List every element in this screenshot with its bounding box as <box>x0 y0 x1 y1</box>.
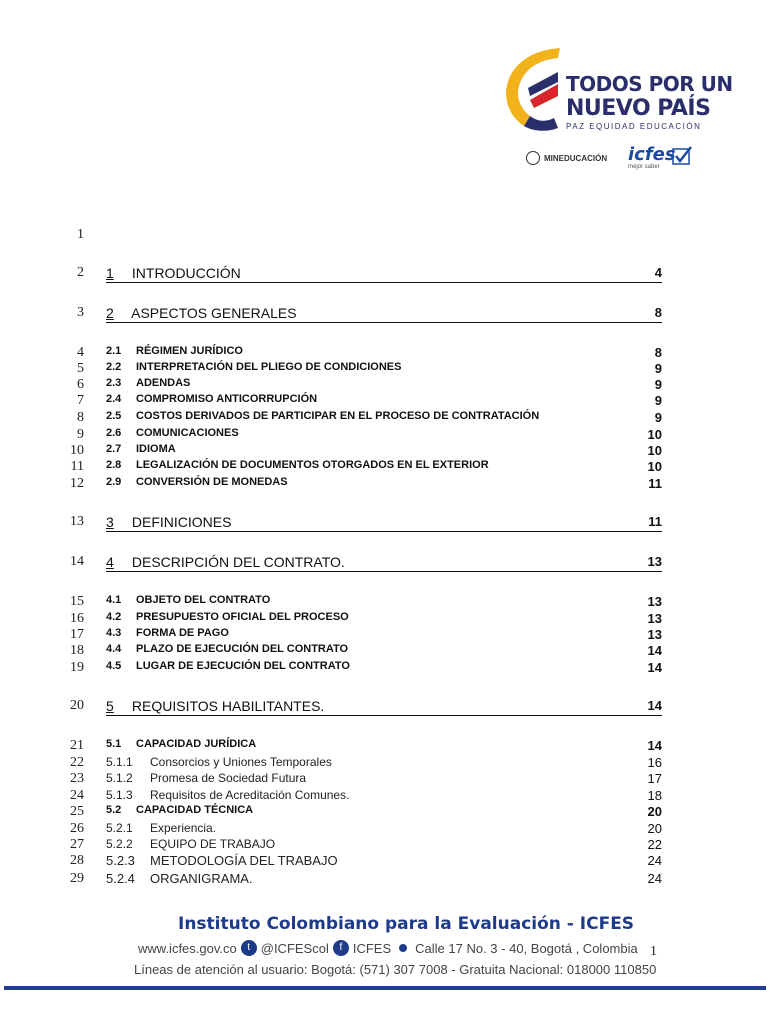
logo-line1: TODOS POR UN <box>566 72 733 96</box>
line-number: 13 <box>70 514 84 529</box>
entry-number: 4.1 <box>106 594 122 606</box>
icfes-logo: icfes <box>628 144 676 165</box>
toc-entry[interactable] <box>0 514 770 534</box>
entry-page: 20 <box>647 804 662 819</box>
entry-page: 10 <box>647 459 662 474</box>
entry-number: 4.5 <box>106 660 122 672</box>
line-number: 22 <box>70 755 84 770</box>
entry-title: Consorcios y Uniones Temporales <box>150 755 332 769</box>
line-number: 3 <box>77 305 84 320</box>
line-number: 26 <box>70 821 84 836</box>
line-number: 11 <box>70 459 84 474</box>
entry-page: 22 <box>647 837 662 852</box>
entry-title: INTRODUCCIÓN <box>131 265 241 281</box>
phone-lines: Líneas de atención al usuario: Bogotá: (571) 307 7008 - Gratuita Nacional: 018000 110850 <box>134 962 657 977</box>
entry-title: COMPROMISO ANTICORRUPCIÓN <box>136 393 318 405</box>
entry-number: 4 <box>106 554 114 570</box>
entry-title: PRESUPUESTO OFICIAL DEL PROCESO <box>136 611 349 623</box>
entry-page: 4 <box>654 265 662 280</box>
toc-entry[interactable] <box>0 305 770 325</box>
address: Calle 17 No. 3 - 40, Bogotá , Colombia <box>415 940 638 956</box>
mineducacion-badge <box>526 148 607 168</box>
facebook-icon: f <box>333 940 349 956</box>
entry-title: ORGANIGRAMA. <box>150 871 253 886</box>
entry-page: 13 <box>647 594 662 609</box>
entry-number: 5.2 <box>106 804 122 816</box>
entry-number: 1 <box>106 265 114 281</box>
entry-page: 13 <box>647 554 662 569</box>
toc-entry[interactable] <box>0 265 770 285</box>
entry-number: 3 <box>106 514 114 530</box>
entry-title: Promesa de Sociedad Futura <box>150 771 307 785</box>
toc-entry[interactable] <box>0 554 770 574</box>
entry-title: FORMA DE PAGO <box>136 627 229 639</box>
line-number: 16 <box>70 611 84 626</box>
todos-por-un-nuevo-pais-emblem-icon <box>500 44 562 134</box>
entry-number: 4.4 <box>106 643 122 655</box>
entry-page: 14 <box>647 738 662 753</box>
entry-number: 5.2.3 <box>106 853 135 868</box>
entry-number: 5.1.2 <box>106 771 133 785</box>
institute-name: Instituto Colombiano para la Evaluación - ICFES <box>178 914 635 934</box>
line-number: 23 <box>70 771 84 786</box>
entry-number: 2.4 <box>106 393 122 405</box>
line-number: 27 <box>70 837 84 852</box>
page-number: 1 <box>650 944 657 959</box>
logo-line2: NUEVO PAÍS <box>566 96 711 121</box>
entry-title: IDIOMA <box>136 443 176 455</box>
entry-title: CAPACIDAD JURÍDICA <box>136 738 257 750</box>
entry-number: 5.1.1 <box>106 755 133 769</box>
entry-page: 10 <box>647 427 662 442</box>
entry-number: 5.2.2 <box>106 837 133 851</box>
twitter-handle[interactable]: @ICFEScol <box>260 940 329 956</box>
entry-page: 24 <box>647 871 662 886</box>
entry-number: 4.3 <box>106 627 122 639</box>
entry-number: 2.8 <box>106 459 122 471</box>
entry-page: 16 <box>647 755 662 770</box>
entry-page: 9 <box>654 410 662 425</box>
entry-page: 17 <box>647 771 662 786</box>
toc-entry[interactable] <box>0 871 770 891</box>
footer-divider <box>4 986 766 990</box>
entry-number: 2.9 <box>106 476 122 488</box>
line-number: 15 <box>70 594 84 609</box>
entry-page: 24 <box>647 853 662 868</box>
line-number: 19 <box>70 660 84 675</box>
entry-number: 2.6 <box>106 427 122 439</box>
entry-number: 5.1.3 <box>106 788 133 802</box>
line-number: 24 <box>70 788 84 803</box>
line-number: 8 <box>77 410 84 425</box>
ministry-label: MINEDUCACIÓN <box>544 153 608 163</box>
entry-page: 14 <box>647 660 662 675</box>
location-dot-icon <box>399 944 407 952</box>
entry-title: DESCRIPCIÓN DEL CONTRATO. <box>131 554 345 570</box>
entry-page: 20 <box>647 821 662 836</box>
entry-title: PLAZO DE EJECUCIÓN DEL CONTRATO <box>136 643 349 655</box>
line-number: 20 <box>70 698 84 713</box>
entry-title: ASPECTOS GENERALES <box>131 305 297 321</box>
entry-page: 14 <box>647 643 662 658</box>
icfes-tagline: mejor saber <box>628 164 660 170</box>
line-number: 17 <box>70 627 84 642</box>
entry-title: LEGALIZACIÓN DE DOCUMENTOS OTORGADOS EN EL EXTERIOR <box>136 459 489 471</box>
entry-title: COMUNICACIONES <box>136 427 239 439</box>
toc-entry[interactable] <box>0 660 770 680</box>
toc-entry[interactable] <box>0 476 770 496</box>
line-number: 7 <box>77 393 84 408</box>
entry-title: METODOLOGÍA DEL TRABAJO <box>150 853 338 868</box>
line-number: 14 <box>70 554 84 569</box>
entry-title: Requisitos de Acreditación Comunes. <box>150 788 350 802</box>
checkmark-icon <box>672 146 692 166</box>
entry-title: Experiencia. <box>150 821 217 835</box>
twitter-icon: t <box>241 940 257 956</box>
entry-page: 18 <box>647 788 662 803</box>
line-number: 6 <box>77 377 84 392</box>
entry-title: ADENDAS <box>136 377 191 389</box>
entry-title: DEFINICIONES <box>131 514 232 530</box>
line-number: 10 <box>70 443 84 458</box>
footer-contact-line <box>138 940 638 956</box>
entry-number: 2.1 <box>106 345 122 357</box>
line-number: 2 <box>77 265 84 280</box>
entry-title: CONVERSIÓN DE MONEDAS <box>136 476 288 488</box>
entry-page: 13 <box>647 611 662 626</box>
entry-page: 9 <box>654 393 662 408</box>
toc-entry[interactable] <box>0 698 770 718</box>
entry-page: 13 <box>647 627 662 642</box>
entry-number: 5.1 <box>106 738 122 750</box>
line-number: 12 <box>70 476 84 491</box>
entry-number: 2.2 <box>106 361 122 373</box>
entry-number: 5 <box>106 698 114 714</box>
line-number: 4 <box>77 345 84 360</box>
entry-title: COSTOS DERIVADOS DE PARTICIPAR EN EL PROCESO DE CONTRATACIÓN <box>136 410 540 422</box>
entry-number: 5.2.4 <box>106 871 135 886</box>
entry-number: 4.2 <box>106 611 122 623</box>
line-number: 18 <box>70 643 84 658</box>
entry-page: 9 <box>654 377 662 392</box>
entry-number: 2.7 <box>106 443 122 455</box>
entry-number: 2 <box>106 305 114 321</box>
header-logo <box>500 44 733 174</box>
website-link[interactable]: www.icfes.gov.co <box>138 940 237 956</box>
coat-of-arms-icon <box>526 151 540 165</box>
entry-page: 11 <box>648 476 662 491</box>
logo-tagline: PAZ EQUIDAD EDUCACIÓN <box>566 122 702 131</box>
entry-page: 8 <box>654 305 662 320</box>
line-number: 25 <box>70 804 84 819</box>
page-footer <box>0 904 770 1024</box>
entry-title: LUGAR DE EJECUCIÓN DEL CONTRATO <box>136 660 350 672</box>
entry-page: 9 <box>654 361 662 376</box>
entry-number: 2.5 <box>106 410 122 422</box>
line-number: 5 <box>77 361 84 376</box>
entry-title: INTERPRETACIÓN DEL PLIEGO DE CONDICIONES <box>136 361 402 373</box>
line-number: 21 <box>70 738 84 753</box>
entry-number: 5.2.1 <box>106 821 133 835</box>
entry-title: EQUIPO DE TRABAJO <box>150 837 276 851</box>
line-number: 9 <box>77 427 84 442</box>
facebook-handle[interactable]: ICFES <box>352 940 392 956</box>
entry-page: 11 <box>648 514 662 529</box>
entry-page: 14 <box>647 698 662 713</box>
entry-title: OBJETO DEL CONTRATO <box>136 594 271 606</box>
line-number: 28 <box>70 853 84 868</box>
entry-number: 2.3 <box>106 377 122 389</box>
toc-entry[interactable] <box>0 853 770 873</box>
entry-title: CAPACIDAD TÉCNICA <box>136 804 254 816</box>
toc-line <box>0 227 770 247</box>
entry-title: REQUISITOS HABILITANTES. <box>131 698 325 714</box>
entry-page: 8 <box>654 345 662 360</box>
entry-page: 10 <box>647 443 662 458</box>
line-number: 29 <box>70 871 84 886</box>
line-number: 1 <box>77 227 84 242</box>
entry-title: RÉGIMEN JURÍDICO <box>136 345 243 357</box>
